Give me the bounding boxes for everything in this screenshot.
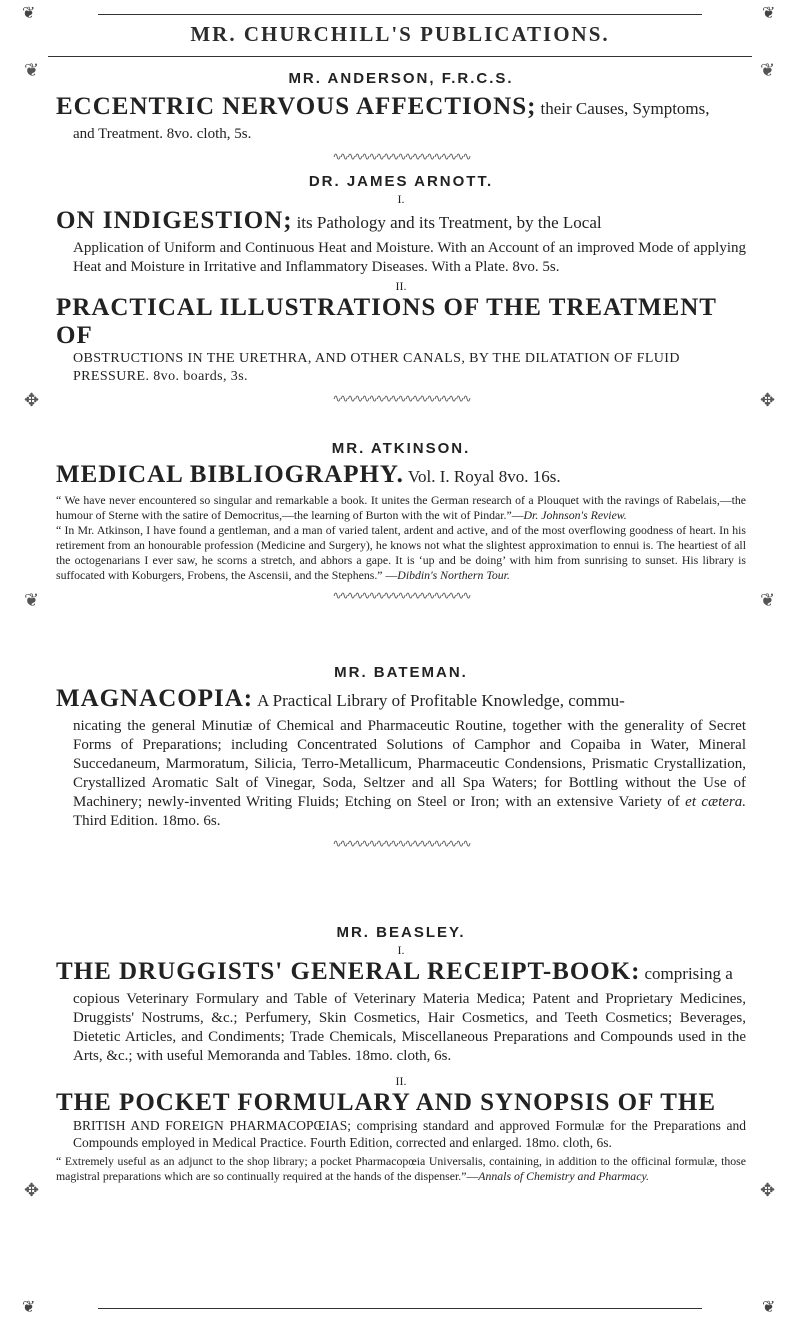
side-ornament-right-3: ❦	[760, 590, 776, 610]
bateman-title-line	[56, 685, 746, 717]
title-druggists-receipt-book: THE DRUGGISTS' GENERAL RECEIPT-BOOK:	[56, 958, 641, 985]
side-ornament-left-3: ❦	[24, 590, 40, 610]
side-ornament-right-1: ❦	[760, 60, 776, 80]
beasley-section	[56, 924, 746, 1184]
wavy-divider-3: ∿∿∿∿∿∿∿∿∿∿∿∿∿∿∿∿∿∿∿	[332, 590, 470, 602]
wavy-divider-2: ∿∿∿∿∿∿∿∿∿∿∿∿∿∿∿∿∿∿∿	[332, 393, 470, 405]
side-ornament-left-4: ✥	[24, 1180, 40, 1200]
atkinson-title-line	[56, 461, 746, 493]
arnott-desc-1: Application of Uniform and Continuous Heat and Moisture. With an Account of an improved Mode of applying Heat and Moisture in Irritative and Inflammatory Diseases. With a Plate. 8vo. 5s.	[73, 240, 746, 275]
atkinson-section	[56, 440, 746, 608]
beasley-num-2: II.	[395, 1074, 407, 1088]
author-beasley: MR. BEASLEY.	[336, 924, 466, 941]
side-ornament-left-1: ❦	[24, 60, 40, 80]
arnott-desc-2-tail: 8vo. boards, 3s.	[153, 369, 248, 384]
title-pocket-formulary: THE POCKET FORMULARY AND SYNOPSIS OF THE	[56, 1089, 717, 1116]
bottom-rule	[98, 1308, 702, 1309]
corner-ornament-top-left: ❦	[22, 5, 36, 22]
beasley-num-1: I.	[397, 943, 405, 957]
title-bibliography-rest: Vol. I. Royal 8vo. 16s.	[407, 467, 561, 486]
title-eccentric-rest: their Causes, Symptoms,	[540, 99, 710, 118]
anderson-section	[56, 70, 746, 169]
bateman-desc-tail: Third Edition. 18mo. 6s.	[73, 813, 221, 829]
arnott-section	[56, 173, 746, 411]
bateman-section	[56, 664, 746, 856]
bateman-desc-text: nicating the general Minutiæ of Chemical and Pharmaceutic Routine, together with the generality of Secret Forms of Preparations; including Concentrated Solutions of Camphor and Copaiba in Water, Mineral Succedaneum, Marmoratum, Silicia, Terro-Metallicum, Pharmaceutic Condensions, Prismatic Crystallization, Crystallized Aromatic Salt of Vinegar, Soda, Seltzer and all Spa Waters; for Bottling without the Use of Machinery; newly-invented Writing Fluids; Etching on Steel or Iron; with an extensive Variety of	[73, 718, 746, 810]
review-1-text: “ We have never encountered so singular and remarkable a book. It unites the German research of a Plouquet with the ravings of Rabelais,—the humour of Sterne with the satire of Democritus,—the learning of Burton with the wit of Pindar.”—	[56, 493, 746, 522]
beasley-desc-1: copious Veterinary Formulary and Table of Veterinary Materia Medica; Patent and Proprietary Medicines, Druggists' Nostrums, &c.; Perfumery, Skin Cosmetics, Hair Cosmetics, and Teeth Cosmetics; Beverages, Dietetic Articles, and Condiments; Trade Chemicals, Miscellaneous Preparations and Compounds used in the Arts, &c.; with useful Memoranda and Tables. 18mo. cloth, 6s.	[73, 991, 746, 1064]
corner-ornament-bottom-right: ❦	[762, 1299, 776, 1316]
title-eccentric-nervous: ECCENTRIC NERVOUS AFFECTIONS;	[56, 93, 537, 120]
anderson-title-line	[56, 93, 746, 125]
bateman-desc-italic: et cætera.	[685, 794, 746, 810]
beasley-review-text: “ Extremely useful as an adjunct to the shop library; a pocket Pharmacopœia Universalis, containing, in addition to the officinal formulæ, those magistral preparations which are so continually required at the hands of the dispenser.”—	[56, 1154, 746, 1183]
header-rule	[48, 56, 752, 57]
atkinson-review-2	[56, 523, 746, 583]
top-rule	[98, 14, 702, 15]
atkinson-review-1	[56, 493, 746, 523]
title-indigestion-rest: its Pathology and its Treatment, by the Local	[296, 213, 602, 232]
arnott-title1-line	[56, 207, 746, 239]
review-2-source: Dibdin's Northern Tour.	[397, 568, 510, 582]
side-ornament-left-2: ✥	[24, 390, 40, 410]
wavy-divider-4: ∿∿∿∿∿∿∿∿∿∿∿∿∿∿∿∿∿∿∿	[332, 838, 470, 850]
corner-ornament-bottom-left: ❦	[22, 1299, 36, 1316]
author-atkinson: MR. ATKINSON.	[331, 440, 471, 457]
title-receipt-book-rest: comprising a	[644, 964, 733, 983]
beasley-review	[56, 1154, 746, 1184]
arnott-desc-2	[56, 350, 746, 386]
anderson-desc: and Treatment. 8vo. cloth, 5s.	[73, 126, 252, 142]
arnott-num-2: II.	[395, 279, 407, 293]
bateman-desc	[56, 717, 746, 831]
arnott-desc-2-text: OBSTRUCTIONS IN THE URETHRA, AND OTHER CANALS, BY THE DILATATION OF FLUID PRESSURE.	[73, 351, 680, 384]
side-ornament-right-2: ✥	[760, 390, 776, 410]
author-arnott: DR. JAMES ARNOTT.	[308, 173, 494, 190]
author-bateman: MR. BATEMAN.	[334, 664, 468, 681]
side-ornament-right-4: ✥	[760, 1180, 776, 1200]
review-1-source: Dr. Johnson's Review.	[523, 508, 627, 522]
beasley-review-source: Annals of Chemistry and Pharmacy.	[478, 1169, 649, 1183]
beasley-title1-line	[56, 958, 746, 990]
wavy-divider-1: ∿∿∿∿∿∿∿∿∿∿∿∿∿∿∿∿∿∿∿	[332, 151, 470, 163]
title-magnacopia-rest: A Practical Library of Profitable Knowledge, commu-	[257, 691, 625, 710]
title-on-indigestion: ON INDIGESTION;	[56, 207, 293, 234]
review-2-text: “ In Mr. Atkinson, I have found a gentleman, and a man of varied talent, ardent and active, and of the most overflowing goodness of heart. In his retirement from an honourable profession (Medicine and Surgery), he knows not what the slightest approximation to ennui is. The heartiest of all the octogenarians I ever saw, he scorns a stretch, and abhors a gape. It is ‘up and be doing’ with him from sunrising to sunset. His library is suffocated with Koburgers, Frobens, the Ascensii, and the Stephens.” —	[56, 523, 746, 582]
author-anderson: MR. ANDERSON, F.R.C.S.	[288, 70, 514, 87]
corner-ornament-top-right: ❦	[762, 5, 776, 22]
page-header: MR. CHURCHILL'S PUBLICATIONS.	[190, 22, 610, 46]
title-medical-bibliography: MEDICAL BIBLIOGRAPHY.	[56, 461, 404, 488]
arnott-num-1: I.	[397, 192, 405, 206]
title-magnacopia: MAGNACOPIA:	[56, 685, 254, 712]
beasley-desc-2: BRITISH AND FOREIGN PHARMACOPŒIAS; comprising standard and approved Formulæ for the Preparations and Compounds employed in Medical Practice. Fourth Edition, corrected and enlarged. 18mo. cloth, 6s.	[73, 1118, 746, 1150]
title-practical-illustrations: PRACTICAL ILLUSTRATIONS OF THE TREATMENT OF	[56, 294, 717, 349]
